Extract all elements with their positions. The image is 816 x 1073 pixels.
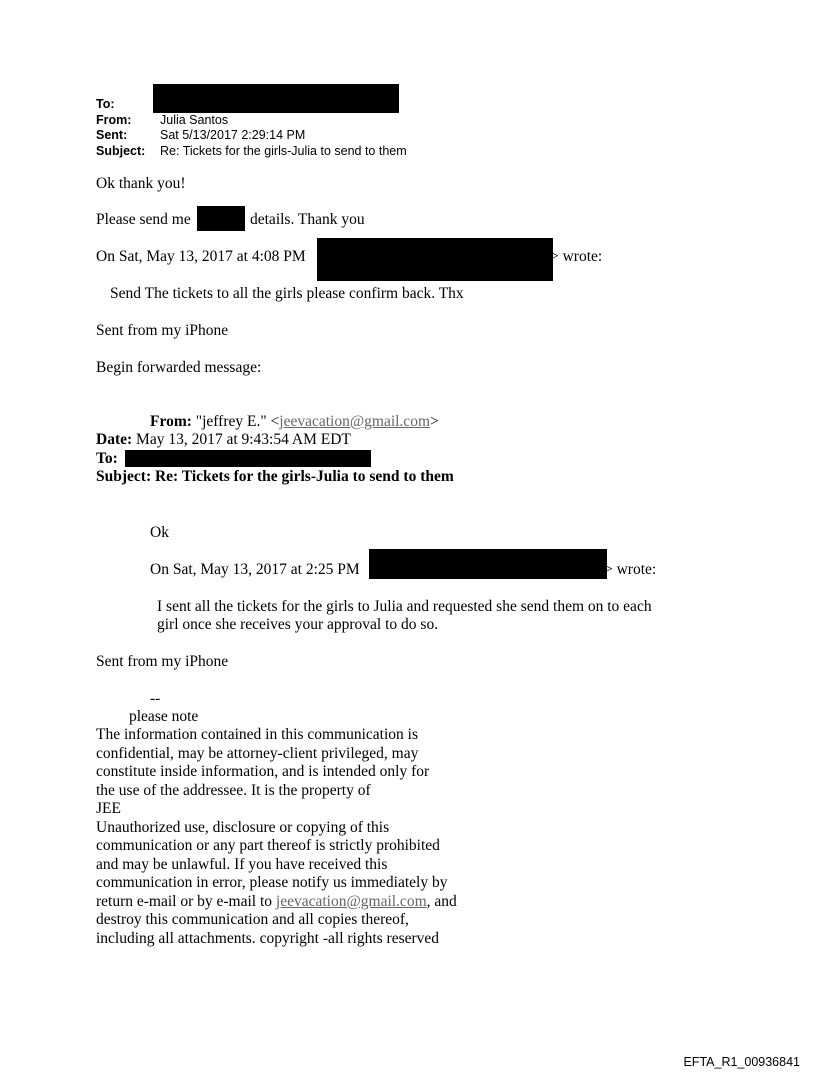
header-from-row (96, 113, 228, 127)
please-send-post: details. Thank you (250, 211, 365, 228)
document-id: EFTA_R1_00936841 (683, 1055, 800, 1069)
disclaimer-line: including all attachments. copyright -all rights reserved (96, 930, 440, 947)
please-note: please note (129, 708, 199, 725)
quote2-line1: I sent all the tickets for the girls to Julia and requested she send them on to each (157, 598, 652, 615)
disclaimer-line: communication or any part thereof is strictly prohibited (96, 837, 440, 854)
header-sent-label: Sent: (96, 128, 128, 142)
fwd-subject-label: Subject: (96, 468, 152, 485)
redaction-bar (125, 450, 371, 467)
please-send-pre: Please send me (96, 211, 191, 228)
fwd-subject-row (96, 468, 454, 486)
quote2-post: > wrote: (604, 561, 657, 578)
redaction-bar (317, 238, 553, 281)
body-line-please-send (96, 211, 191, 229)
header-to-label: To: (96, 97, 115, 111)
sent-from-iphone: Sent from my iPhone (96, 322, 229, 339)
begin-forwarded: Begin forwarded message: (96, 359, 262, 376)
sig-dashes: -- (150, 690, 161, 707)
disclaimer-line: the use of the addressee. It is the property of (96, 782, 371, 799)
fwd-from-row (150, 413, 439, 431)
fwd-to-row (96, 450, 118, 468)
disclaimer-email-link[interactable]: jeevacation@gmail.com (275, 893, 427, 910)
fwd-subject-value: Re: Tickets for the girls-Julia to send to them (154, 468, 454, 485)
disclaimer-email-post: , and (426, 893, 457, 910)
fwd-from-close: > (430, 413, 439, 430)
quote1-post: > wrote: (550, 248, 603, 265)
quote2-line2: girl once she receives your approval to do so. (157, 616, 439, 633)
disclaimer-line: Unauthorized use, disclosure or copying of this (96, 819, 390, 836)
header-from-label: From: (96, 113, 132, 127)
disclaimer-line: constitute inside information, and is intended only for (96, 763, 430, 780)
disclaimer-line: communication in error, please notify us immediately by (96, 874, 448, 891)
quote2-pre: On Sat, May 13, 2017 at 2:25 PM (150, 561, 360, 578)
header-subject-label: Subject: (96, 144, 146, 158)
fwd-ok: Ok (150, 524, 169, 541)
sent-from-iphone-2: Sent from my iPhone (96, 653, 229, 670)
fwd-date-label: Date: (96, 431, 133, 448)
disclaimer-line-email (96, 893, 457, 911)
disclaimer-line: JEE (96, 800, 121, 817)
redaction-bar (153, 84, 399, 113)
header-sent-value: Sat 5/13/2017 2:29:14 PM (160, 128, 306, 142)
fwd-date-row (96, 431, 351, 449)
disclaimer-line: destroy this communication and all copies thereof, (96, 911, 409, 928)
header-subject-value: Re: Tickets for the girls-Julia to send to them (160, 144, 407, 158)
fwd-from-label: From: (150, 413, 192, 430)
header-sent-row (96, 128, 305, 142)
disclaimer-line: The information contained in this communication is (96, 726, 418, 743)
disclaimer-line: and may be unlawful. If you have received this (96, 856, 388, 873)
header-to-row (96, 97, 160, 111)
fwd-from-email-link[interactable]: jeevacation@gmail.com (279, 413, 430, 430)
fwd-from-name: "jeffrey E." < (195, 413, 280, 430)
disclaimer-email-pre: return e-mail or by e-mail to (96, 893, 276, 910)
redaction-bar (369, 549, 607, 579)
body-line-thanks: Ok thank you! (96, 175, 186, 192)
disclaimer-line: confidential, may be attorney-client privileged, may (96, 745, 419, 762)
header-from-value: Julia Santos (160, 113, 229, 127)
fwd-to-label: To: (96, 450, 118, 467)
quote1-pre: On Sat, May 13, 2017 at 4:08 PM (96, 248, 306, 265)
header-subject-row (96, 144, 407, 158)
redaction-bar (197, 206, 245, 231)
quote1-text: Send The tickets to all the girls please confirm back. Thx (110, 285, 464, 302)
fwd-date-value: May 13, 2017 at 9:43:54 AM EDT (136, 431, 351, 448)
